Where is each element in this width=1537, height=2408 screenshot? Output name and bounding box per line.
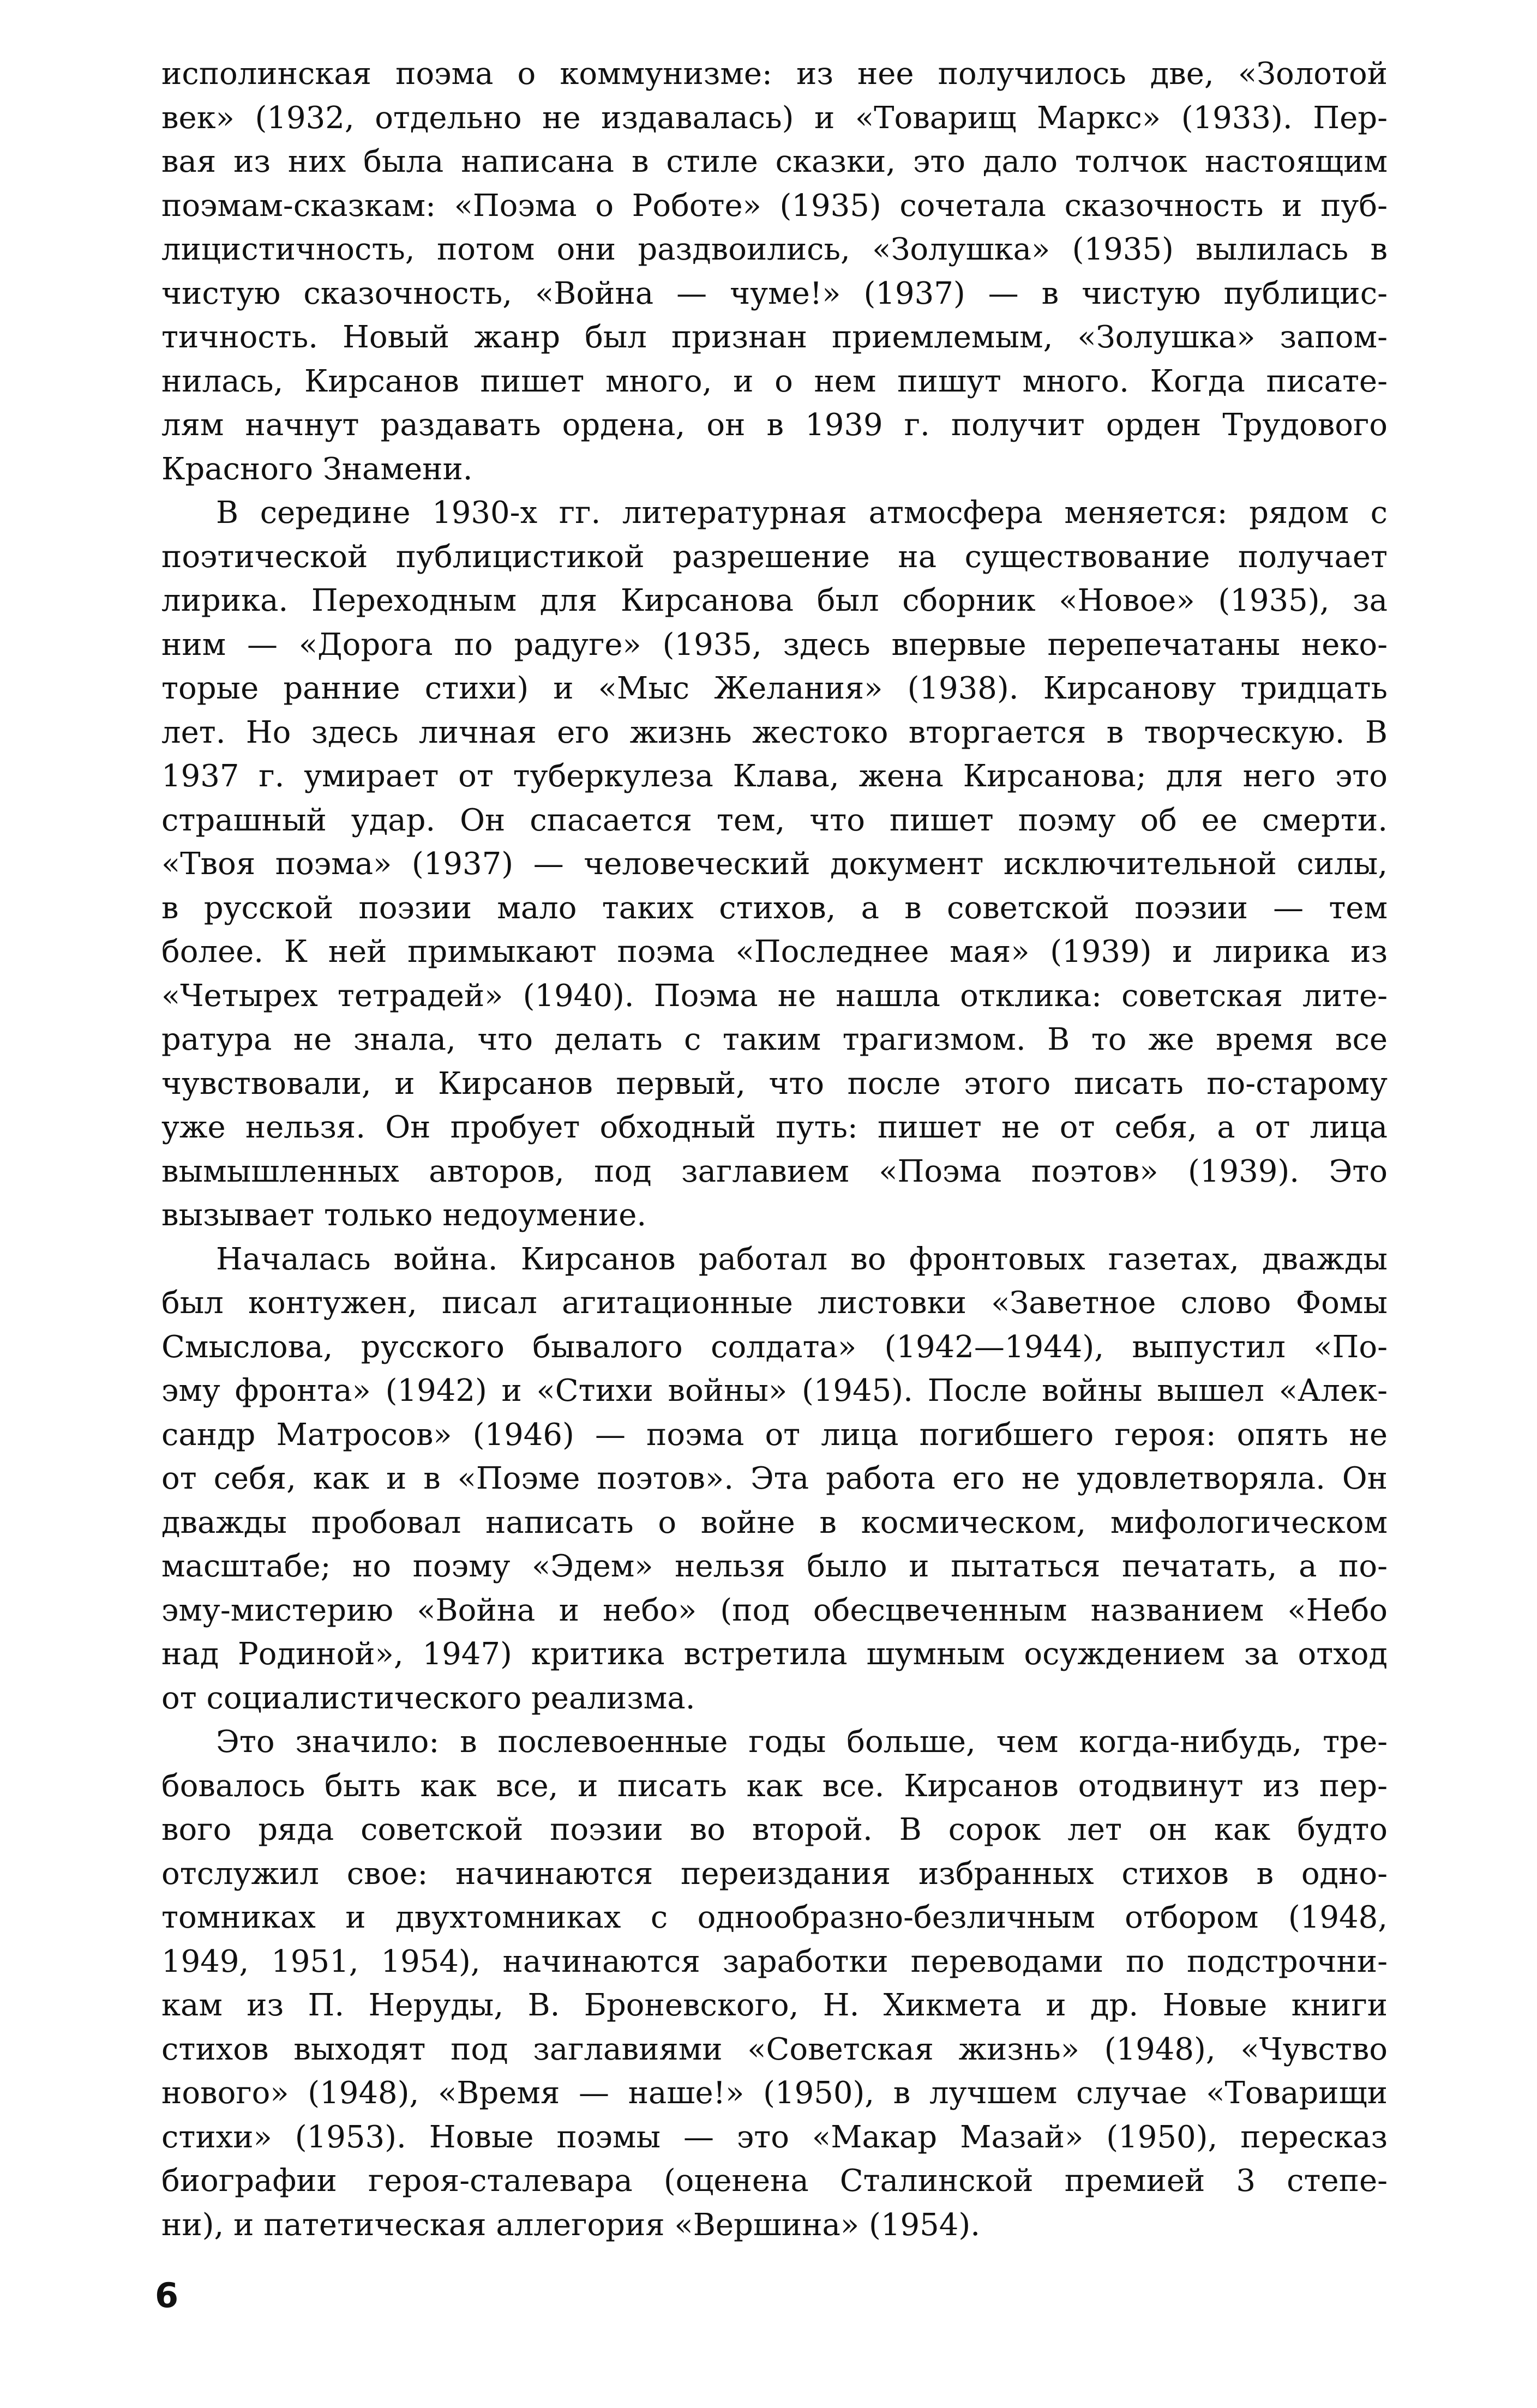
text-line: томниках и двухтомниках с однообразно-безличным отбором (1948, (161, 1900, 1388, 1935)
text-line: эму фронта» (1942) и «Стихи войны» (1945). После войны вышел «Алек- (161, 1373, 1388, 1408)
text-line: стихов выходят под заглавиями «Советская жизнь» (1948), «Чувство (161, 2031, 1388, 2067)
text-line: «Четырех тетрадей» (1940). Поэма не нашла отклика: советская лите- (161, 978, 1388, 1014)
page-number: 6 (155, 2275, 179, 2315)
text-line: чистую сказочность, «Война — чуме!» (1937) — в чистую публицис- (161, 275, 1388, 311)
text-line: поэмам-сказкам: «Поэма о Роботе» (1935) сочетала сказочность и пуб- (161, 188, 1388, 224)
text-line: лям начнут раздавать ордена, он в 1939 г. получит орден Трудового (161, 407, 1388, 443)
text-line: исполинская поэма о коммунизме: из нее получилось две, «Золотой (161, 56, 1388, 92)
text-line: ратура не знала, что делать с таким трагизмом. В то же время все (161, 1022, 1388, 1057)
text-line: бовалось быть как все, и писать как все. Кирсанов отодвинут из пер- (161, 1768, 1388, 1804)
text-line: отслужил свое: начинаются переиздания избранных стихов в одно- (161, 1856, 1388, 1892)
text-line: уже нельзя. Он пробует обходный путь: пишет не от себя, а от лица (161, 1110, 1388, 1145)
text-line: В середине 1930-х гг. литературная атмосфера меняется: рядом с (216, 495, 1388, 531)
text-line: от социалистического реализма. (161, 1680, 695, 1716)
text-line: Смыслова, русского бывалого солдата» (1942—1944), выпустил «По- (161, 1329, 1388, 1365)
text-line: более. К ней примыкают поэма «Последнее мая» (1939) и лирика из (161, 934, 1388, 970)
text-line: кам из П. Неруды, В. Броневского, Н. Хикмета и др. Новые книги (161, 1988, 1388, 2023)
text-line: сандр Матросов» (1946) — поэма от лица погибшего героя: опять не (161, 1417, 1388, 1453)
text-line: ним — «Дорога по радуге» (1935, здесь впервые перепечатаны неко- (161, 627, 1388, 663)
text-line: 1949, 1951, 1954), начинаются заработки переводами по подстрочни- (161, 1943, 1388, 1979)
text-line: был контужен, писал агитационные листовки «Заветное слово Фомы (161, 1285, 1388, 1321)
text-line: Началась война. Кирсанов работал во фронтовых газетах, дважды (216, 1241, 1388, 1277)
text-line: чувствовали, и Кирсанов первый, что после этого писать по-старому (161, 1065, 1388, 1101)
body-text (161, 52, 1388, 2247)
text-line: над Родиной», 1947) критика встретила шумным осуждением за отход (161, 1636, 1388, 1672)
text-line: лицистичность, потом они раздвоились, «Золушка» (1935) вылилась в (161, 232, 1388, 267)
text-line: вымышленных авторов, под заглавием «Поэма поэтов» (1939). Это (161, 1153, 1388, 1189)
text-line: страшный удар. Он спасается тем, что пишет поэму об ее смерти. (161, 802, 1388, 838)
text-line: ни), и патетическая аллегория «Вершина» (1954). (161, 2207, 981, 2243)
text-line: торые ранние стихи) и «Мыс Желания» (1938). Кирсанову тридцать (161, 671, 1388, 706)
text-line: поэтической публицистикой разрешение на существование получает (161, 539, 1388, 575)
text-line: 1937 г. умирает от туберкулеза Клава, жена Кирсанова; для него это (161, 758, 1388, 794)
text-line: тичность. Новый жанр был признан приемлемым, «Золушка» запом- (161, 320, 1388, 355)
text-line: от себя, как и в «Поэме поэтов». Эта работа его не удовлетворяла. Он (161, 1461, 1388, 1496)
text-line: нового» (1948), «Время — наше!» (1950), в лучшем случае «Товарищи (161, 2075, 1388, 2111)
text-line: дважды пробовал написать о войне в космическом, мифологическом (161, 1504, 1388, 1540)
text-line: вая из них была написана в стиле сказки, это дало толчок настоящим (161, 144, 1388, 179)
text-line: нилась, Кирсанов пишет много, и о нем пишут много. Когда писате- (161, 363, 1388, 399)
text-line: стихи» (1953). Новые поэмы — это «Макар Мазай» (1950), пересказ (161, 2119, 1388, 2155)
text-line: биографии героя-сталевара (оценена Сталинской премией 3 степе- (161, 2163, 1388, 2199)
text-line: лирика. Переходным для Кирсанова был сборник «Новое» (1935), за (161, 583, 1388, 618)
text-line: Это значило: в послевоенные годы больше, чем когда-нибудь, тре- (216, 1724, 1388, 1760)
text-line: век» (1932, отдельно не издавалась) и «Товарищ Маркс» (1933). Пер- (161, 100, 1388, 136)
text-line: масштабе; но поэму «Эдем» нельзя было и пытаться печатать, а по- (161, 1549, 1388, 1584)
text-line: вого ряда советской поэзии во второй. В сорок лет он как будто (161, 1812, 1388, 1847)
text-line: в русской поэзии мало таких стихов, а в советской поэзии — тем (161, 890, 1388, 926)
text-line: лет. Но здесь личная его жизнь жестоко вторгается в творческую. В (161, 714, 1388, 750)
text-line: Красного Знамени. (161, 451, 473, 487)
text-line: «Твоя поэма» (1937) — человеческий документ исключительной силы, (161, 846, 1388, 882)
text-line: эму-мистерию «Война и небо» (под обесцвеченным названием «Небо (161, 1592, 1388, 1628)
text-line: вызывает только недоумение. (161, 1197, 647, 1233)
